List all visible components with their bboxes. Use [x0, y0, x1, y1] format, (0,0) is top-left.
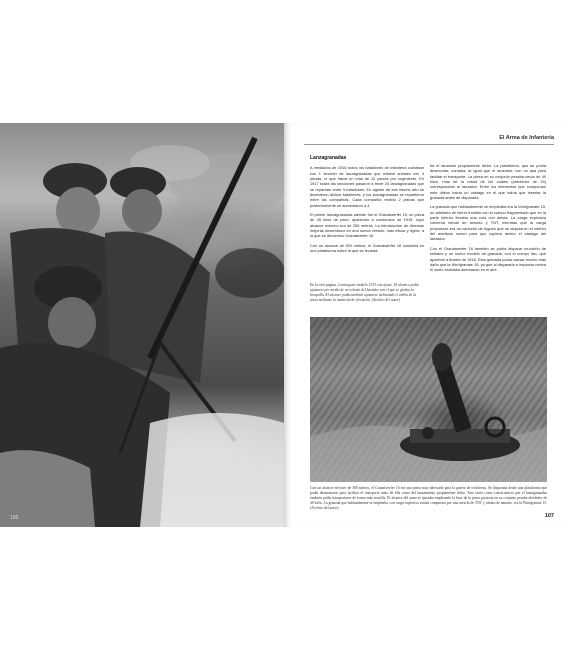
paragraph: Con un alcance de 300 metros, el Granatwerfer 16 consistía en una plataforma sobre la que se levanta- [310, 242, 424, 254]
text-page [284, 123, 568, 527]
text-column-1 [310, 156, 424, 258]
soldiers-photo-shapes [0, 123, 284, 527]
grenade-launcher-photo [310, 317, 547, 482]
paragraph: Con el Granatwerfer 16 también se podía disparar munición de señales y un nuevo modelo de granada, con el cuerpo liso, que apareció a finales de 1916. Esta granada podía causar mucho más daño que la Wurfgranate 15, ya que al dispararla e impactar contra el suelo estallaba detonando en el aire. [430, 245, 546, 273]
section-title: Lanzagranadas [310, 155, 347, 161]
text-column-2 [430, 163, 546, 277]
left-page-number: 106 [10, 515, 19, 521]
right-page-number: 107 [544, 513, 554, 519]
paragraph: La granada que habitualmente se empleaba era la Wurfgranate 15, un artefacto de hierro fundido con el cuerpo fragmentado que en la parte inferior llevaba una cola con aletas. La carga explosiva contenía nitrato de amonio y TNT, mientras que la carga propulsora era un cartucho de fogueo que se alojaba en el interior del artefacto nuevo para que cupiera dentro el vástago del lanzador. [430, 204, 546, 242]
paragraph: A mediados de 1916 todos los batallones de infantería contaban con 1 sección de lanzagranadas que estaba armada con 4 piezas, lo que hacía un total de 12 piezas por regimiento. En 1917 todas las secciones pasaron a tener 24 lanzagranadas que se repartían entre 3 batallones. En agosto de ese mismo año se disolvieron dichos batallones, y los lanzagranadas se repartieron entre las compañías. Cada compañía recibió 2 piezas que posteriormente se aumentaron a 4. [310, 165, 424, 208]
paragraph: El primer lanzagranadas alemán fue el Granatwerfer 15, un pieza de 45 kilos de peso, aparecido a comienzos de 1915, cuyo alcance máximo era de 250 metros. La introducción de diversas mejoras desembocó en una nueva versión, más eficaz y ligera, a la que se denominó Granatwerfer 16. [310, 212, 424, 239]
photo-caption: Con un alcance efectivo de 300 metros, el Granatwerfer 16 era una pieza muy adecuada para la guerra de trincheras. Se disparaba desde una plataforma que podía desmontarse para facilitar el transporte tanto de ella como del lanzamiento propiamente dicho. Esto tenía como consecuencia que el lanzagranadas también podía transportarse de forma más sencilla. El alcance del arma se ajustaba empleando la base de la pieza giratoria en su conjunto pesaba alrededor de 40 kilos. La granada que habitualmente se empleaba, con carga explosiva estaba compuesta por una mezcla de TNT y nitrato de amonio, era la Wurfgranate 15. (Archivo del autor) [310, 486, 547, 510]
paragraph: ba el lanzador propiamente dicho. La plataforma, que se podía desmontar, contaba, al igual que el lanzador, con un asa para facilitar el transporte. La pieza en su conjunto pesaba cerca de 40 kilos, más de la mitad de los cuales (alrededor de 24) correspondían al lanzador. Entre los elementos que componían este último había un vástago en el que había que insertar la granada antes de dispararla. [430, 163, 546, 201]
photo-caption-other-page: En la otra página. Contingente modelo 1915 con ajuste. El alcance podía ajustarse por medio de un volante del bastidor con el que se giraba la horquilla. El alcance podía también ajustarse inclinando el cañón de la pieza mediante la manivela de elevación. (Archivo del autor) [310, 283, 419, 302]
header-rule [304, 144, 554, 145]
book-spread [0, 123, 568, 527]
running-head: El Arma de Infantería [499, 135, 554, 141]
grenade-launcher-shapes [310, 317, 547, 482]
soldiers-photo [0, 123, 284, 527]
